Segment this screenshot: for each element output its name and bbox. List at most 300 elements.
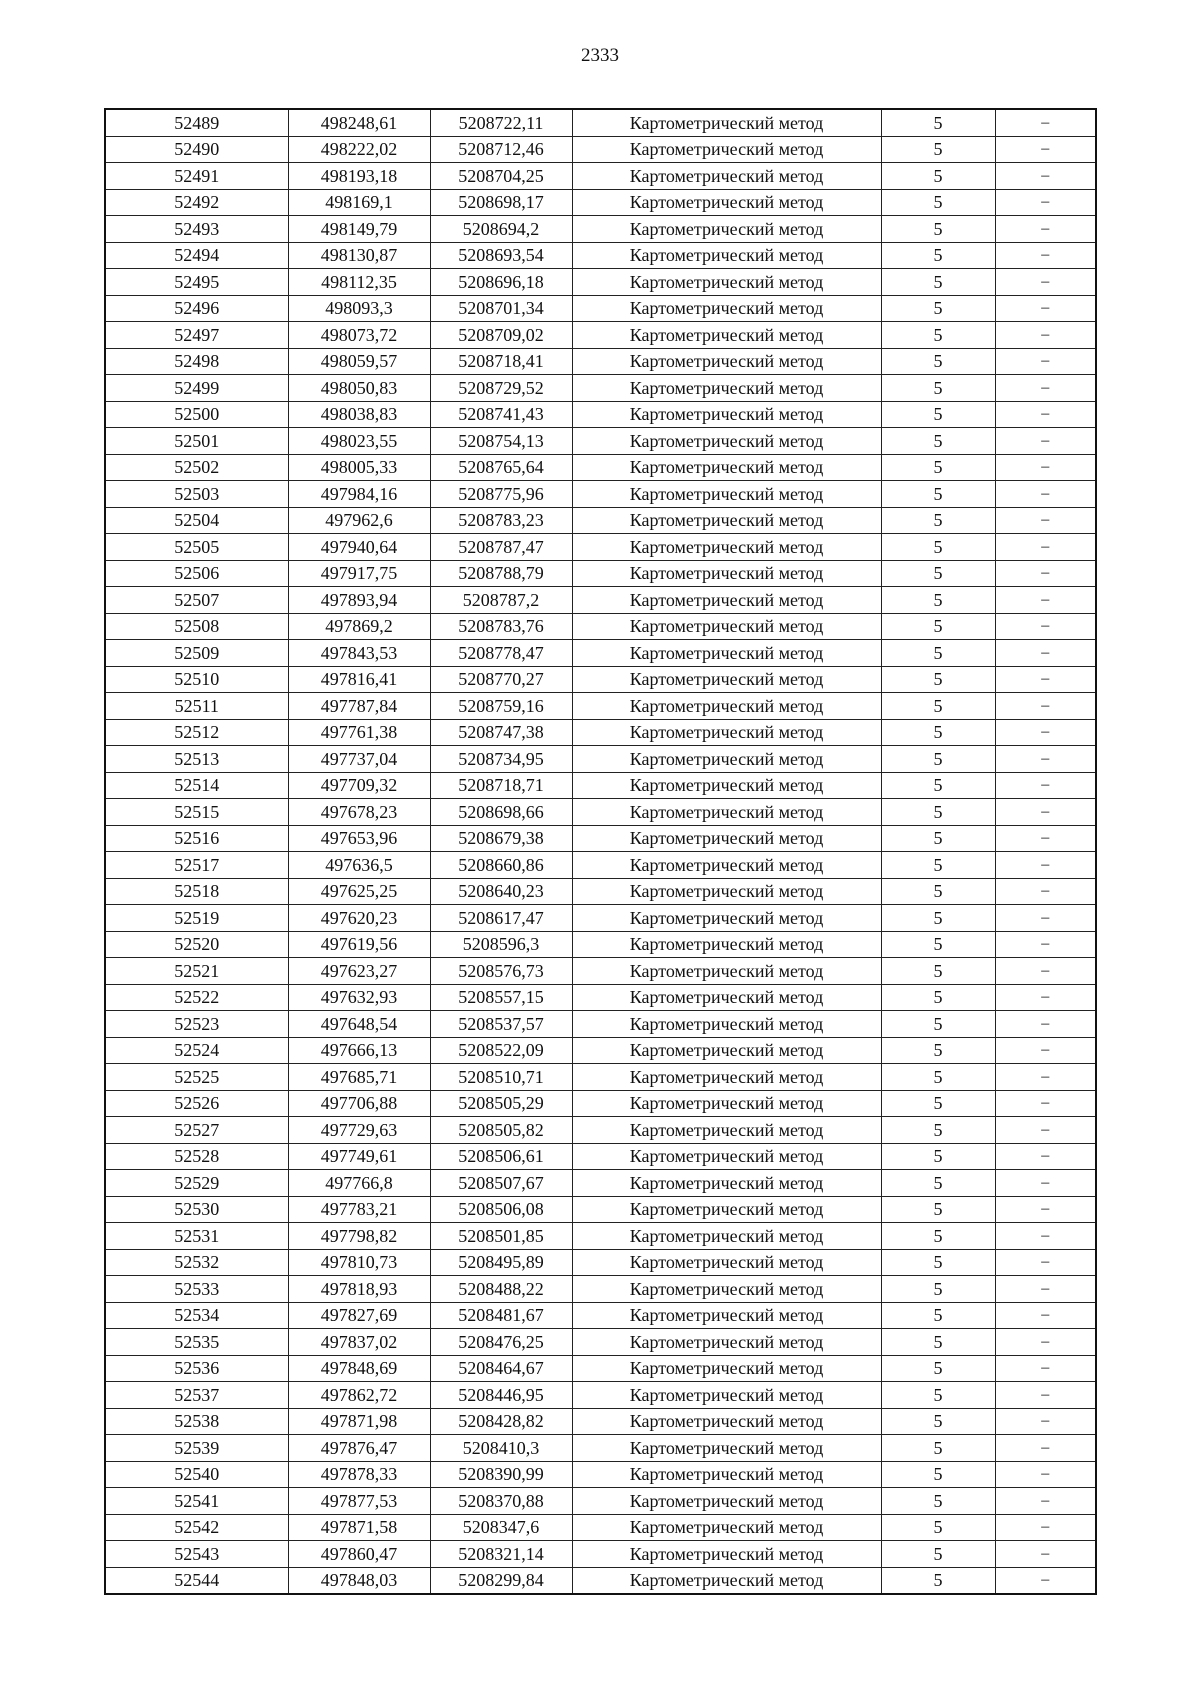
- table-row: [105, 693, 1096, 720]
- method-cell: Картометрический метод: [572, 931, 881, 958]
- method-cell: Картометрический метод: [572, 613, 881, 640]
- empty-mark-cell: –: [995, 905, 1096, 932]
- point-number-cell: 52506: [105, 560, 288, 587]
- empty-mark-cell: –: [995, 507, 1096, 534]
- x-coordinate-cell: 497625,25: [288, 878, 430, 905]
- x-coordinate-cell: 498112,35: [288, 269, 430, 296]
- empty-mark-cell: –: [995, 1488, 1096, 1515]
- precision-cell: 5: [881, 931, 995, 958]
- y-coordinate-cell: 5208428,82: [430, 1408, 572, 1435]
- x-coordinate-cell: 498093,3: [288, 295, 430, 322]
- x-coordinate-cell: 497685,71: [288, 1064, 430, 1091]
- x-coordinate-cell: 497818,93: [288, 1276, 430, 1303]
- precision-cell: 5: [881, 136, 995, 163]
- table-row: [105, 1196, 1096, 1223]
- table-row: [105, 984, 1096, 1011]
- point-number-cell: 52494: [105, 242, 288, 269]
- table-row: [105, 1382, 1096, 1409]
- point-number-cell: 52489: [105, 109, 288, 136]
- table-row: [105, 1064, 1096, 1091]
- x-coordinate-cell: 498005,33: [288, 454, 430, 481]
- x-coordinate-cell: 497860,47: [288, 1541, 430, 1568]
- precision-cell: 5: [881, 1117, 995, 1144]
- y-coordinate-cell: 5208476,25: [430, 1329, 572, 1356]
- precision-cell: 5: [881, 1064, 995, 1091]
- precision-cell: 5: [881, 163, 995, 190]
- x-coordinate-cell: 497737,04: [288, 746, 430, 773]
- table-row: [105, 852, 1096, 879]
- precision-cell: 5: [881, 1011, 995, 1038]
- point-number-cell: 52535: [105, 1329, 288, 1356]
- precision-cell: 5: [881, 507, 995, 534]
- table-row: [105, 1408, 1096, 1435]
- table-row: [105, 189, 1096, 216]
- table-row: [105, 401, 1096, 428]
- method-cell: Картометрический метод: [572, 348, 881, 375]
- table-row: [105, 322, 1096, 349]
- x-coordinate-cell: 497766,8: [288, 1170, 430, 1197]
- precision-cell: 5: [881, 666, 995, 693]
- empty-mark-cell: –: [995, 1064, 1096, 1091]
- precision-cell: 5: [881, 1541, 995, 1568]
- precision-cell: 5: [881, 454, 995, 481]
- empty-mark-cell: –: [995, 136, 1096, 163]
- point-number-cell: 52523: [105, 1011, 288, 1038]
- table-row: [105, 507, 1096, 534]
- precision-cell: 5: [881, 719, 995, 746]
- precision-cell: 5: [881, 746, 995, 773]
- x-coordinate-cell: 497632,93: [288, 984, 430, 1011]
- y-coordinate-cell: 5208783,76: [430, 613, 572, 640]
- table-row: [105, 428, 1096, 455]
- point-number-cell: 52504: [105, 507, 288, 534]
- empty-mark-cell: –: [995, 666, 1096, 693]
- table-row: [105, 587, 1096, 614]
- table-row: [105, 1143, 1096, 1170]
- precision-cell: 5: [881, 1170, 995, 1197]
- point-number-cell: 52493: [105, 216, 288, 243]
- point-number-cell: 52538: [105, 1408, 288, 1435]
- y-coordinate-cell: 5208718,71: [430, 772, 572, 799]
- empty-mark-cell: –: [995, 560, 1096, 587]
- table-row: [105, 878, 1096, 905]
- x-coordinate-cell: 497636,5: [288, 852, 430, 879]
- point-number-cell: 52500: [105, 401, 288, 428]
- method-cell: Картометрический метод: [572, 1196, 881, 1223]
- point-number-cell: 52508: [105, 613, 288, 640]
- y-coordinate-cell: 5208778,47: [430, 640, 572, 667]
- table-row: [105, 905, 1096, 932]
- x-coordinate-cell: 498193,18: [288, 163, 430, 190]
- method-cell: Картометрический метод: [572, 1170, 881, 1197]
- coordinates-table-body: [105, 109, 1096, 1594]
- point-number-cell: 52496: [105, 295, 288, 322]
- empty-mark-cell: –: [995, 534, 1096, 561]
- table-row: [105, 772, 1096, 799]
- empty-mark-cell: –: [995, 481, 1096, 508]
- y-coordinate-cell: 5208488,22: [430, 1276, 572, 1303]
- y-coordinate-cell: 5208783,23: [430, 507, 572, 534]
- x-coordinate-cell: 498059,57: [288, 348, 430, 375]
- y-coordinate-cell: 5208679,38: [430, 825, 572, 852]
- point-number-cell: 52522: [105, 984, 288, 1011]
- method-cell: Картометрический метод: [572, 666, 881, 693]
- x-coordinate-cell: 497837,02: [288, 1329, 430, 1356]
- table-row: [105, 1355, 1096, 1382]
- x-coordinate-cell: 497962,6: [288, 507, 430, 534]
- empty-mark-cell: –: [995, 958, 1096, 985]
- method-cell: Картометрический метод: [572, 852, 881, 879]
- x-coordinate-cell: 497666,13: [288, 1037, 430, 1064]
- table-row: [105, 1567, 1096, 1594]
- x-coordinate-cell: 497783,21: [288, 1196, 430, 1223]
- y-coordinate-cell: 5208709,02: [430, 322, 572, 349]
- method-cell: Картометрический метод: [572, 984, 881, 1011]
- method-cell: Картометрический метод: [572, 481, 881, 508]
- table-row: [105, 109, 1096, 136]
- table-row: [105, 1541, 1096, 1568]
- empty-mark-cell: –: [995, 189, 1096, 216]
- empty-mark-cell: –: [995, 825, 1096, 852]
- y-coordinate-cell: 5208507,67: [430, 1170, 572, 1197]
- method-cell: Картометрический метод: [572, 1037, 881, 1064]
- point-number-cell: 52513: [105, 746, 288, 773]
- y-coordinate-cell: 5208557,15: [430, 984, 572, 1011]
- y-coordinate-cell: 5208754,13: [430, 428, 572, 455]
- method-cell: Картометрический метод: [572, 1514, 881, 1541]
- x-coordinate-cell: 498248,61: [288, 109, 430, 136]
- y-coordinate-cell: 5208741,43: [430, 401, 572, 428]
- precision-cell: 5: [881, 295, 995, 322]
- point-number-cell: 52534: [105, 1302, 288, 1329]
- x-coordinate-cell: 497761,38: [288, 719, 430, 746]
- method-cell: Картометрический метод: [572, 507, 881, 534]
- method-cell: Картометрический метод: [572, 1090, 881, 1117]
- method-cell: Картометрический метод: [572, 878, 881, 905]
- y-coordinate-cell: 5208722,11: [430, 109, 572, 136]
- precision-cell: 5: [881, 1276, 995, 1303]
- table-row: [105, 613, 1096, 640]
- empty-mark-cell: –: [995, 746, 1096, 773]
- empty-mark-cell: –: [995, 1117, 1096, 1144]
- method-cell: Картометрический метод: [572, 958, 881, 985]
- method-cell: Картометрический метод: [572, 1249, 881, 1276]
- method-cell: Картометрический метод: [572, 1064, 881, 1091]
- x-coordinate-cell: 498222,02: [288, 136, 430, 163]
- method-cell: Картометрический метод: [572, 1302, 881, 1329]
- precision-cell: 5: [881, 905, 995, 932]
- method-cell: Картометрический метод: [572, 242, 881, 269]
- table-row: [105, 1488, 1096, 1515]
- precision-cell: 5: [881, 1249, 995, 1276]
- x-coordinate-cell: 497787,84: [288, 693, 430, 720]
- y-coordinate-cell: 5208506,08: [430, 1196, 572, 1223]
- empty-mark-cell: –: [995, 852, 1096, 879]
- x-coordinate-cell: 497871,98: [288, 1408, 430, 1435]
- table-row: [105, 958, 1096, 985]
- precision-cell: 5: [881, 640, 995, 667]
- table-row: [105, 454, 1096, 481]
- empty-mark-cell: –: [995, 348, 1096, 375]
- empty-mark-cell: –: [995, 1355, 1096, 1382]
- table-row: [105, 1090, 1096, 1117]
- y-coordinate-cell: 5208510,71: [430, 1064, 572, 1091]
- method-cell: Картометрический метод: [572, 1488, 881, 1515]
- x-coordinate-cell: 497706,88: [288, 1090, 430, 1117]
- method-cell: Картометрический метод: [572, 401, 881, 428]
- x-coordinate-cell: 497843,53: [288, 640, 430, 667]
- precision-cell: 5: [881, 216, 995, 243]
- table-row: [105, 216, 1096, 243]
- y-coordinate-cell: 5208787,47: [430, 534, 572, 561]
- y-coordinate-cell: 5208537,57: [430, 1011, 572, 1038]
- empty-mark-cell: –: [995, 1382, 1096, 1409]
- empty-mark-cell: –: [995, 1011, 1096, 1038]
- y-coordinate-cell: 5208693,54: [430, 242, 572, 269]
- y-coordinate-cell: 5208694,2: [430, 216, 572, 243]
- empty-mark-cell: –: [995, 1435, 1096, 1462]
- x-coordinate-cell: 497893,94: [288, 587, 430, 614]
- y-coordinate-cell: 5208729,52: [430, 375, 572, 402]
- x-coordinate-cell: 497871,58: [288, 1514, 430, 1541]
- precision-cell: 5: [881, 1355, 995, 1382]
- empty-mark-cell: –: [995, 322, 1096, 349]
- empty-mark-cell: –: [995, 454, 1096, 481]
- point-number-cell: 52520: [105, 931, 288, 958]
- point-number-cell: 52499: [105, 375, 288, 402]
- x-coordinate-cell: 497878,33: [288, 1461, 430, 1488]
- method-cell: Картометрический метод: [572, 1223, 881, 1250]
- empty-mark-cell: –: [995, 428, 1096, 455]
- empty-mark-cell: –: [995, 772, 1096, 799]
- table-row: [105, 348, 1096, 375]
- method-cell: Картометрический метод: [572, 1541, 881, 1568]
- precision-cell: 5: [881, 852, 995, 879]
- table-row: [105, 1329, 1096, 1356]
- empty-mark-cell: –: [995, 640, 1096, 667]
- empty-mark-cell: –: [995, 1329, 1096, 1356]
- precision-cell: 5: [881, 1461, 995, 1488]
- table-row: [105, 1461, 1096, 1488]
- point-number-cell: 52536: [105, 1355, 288, 1382]
- precision-cell: 5: [881, 1090, 995, 1117]
- empty-mark-cell: –: [995, 984, 1096, 1011]
- precision-cell: 5: [881, 825, 995, 852]
- point-number-cell: 52521: [105, 958, 288, 985]
- y-coordinate-cell: 5208596,3: [430, 931, 572, 958]
- empty-mark-cell: –: [995, 1541, 1096, 1568]
- x-coordinate-cell: 497620,23: [288, 905, 430, 932]
- empty-mark-cell: –: [995, 1408, 1096, 1435]
- table-row: [105, 931, 1096, 958]
- coordinates-table: [104, 108, 1097, 1595]
- y-coordinate-cell: 5208501,85: [430, 1223, 572, 1250]
- table-row: [105, 1117, 1096, 1144]
- y-coordinate-cell: 5208701,34: [430, 295, 572, 322]
- precision-cell: 5: [881, 428, 995, 455]
- method-cell: Картометрический метод: [572, 1011, 881, 1038]
- point-number-cell: 52532: [105, 1249, 288, 1276]
- empty-mark-cell: –: [995, 269, 1096, 296]
- precision-cell: 5: [881, 1196, 995, 1223]
- point-number-cell: 52544: [105, 1567, 288, 1594]
- empty-mark-cell: –: [995, 878, 1096, 905]
- y-coordinate-cell: 5208464,67: [430, 1355, 572, 1382]
- empty-mark-cell: –: [995, 1143, 1096, 1170]
- point-number-cell: 52529: [105, 1170, 288, 1197]
- table-row: [105, 746, 1096, 773]
- point-number-cell: 52512: [105, 719, 288, 746]
- table-row: [105, 640, 1096, 667]
- x-coordinate-cell: 497648,54: [288, 1011, 430, 1038]
- table-row: [105, 269, 1096, 296]
- empty-mark-cell: –: [995, 931, 1096, 958]
- precision-cell: 5: [881, 534, 995, 561]
- point-number-cell: 52527: [105, 1117, 288, 1144]
- point-number-cell: 52515: [105, 799, 288, 826]
- table-row: [105, 1011, 1096, 1038]
- y-coordinate-cell: 5208495,89: [430, 1249, 572, 1276]
- point-number-cell: 52509: [105, 640, 288, 667]
- x-coordinate-cell: 497848,03: [288, 1567, 430, 1594]
- point-number-cell: 52511: [105, 693, 288, 720]
- method-cell: Картометрический метод: [572, 825, 881, 852]
- x-coordinate-cell: 497623,27: [288, 958, 430, 985]
- point-number-cell: 52505: [105, 534, 288, 561]
- point-number-cell: 52495: [105, 269, 288, 296]
- method-cell: Картометрический метод: [572, 136, 881, 163]
- x-coordinate-cell: 497876,47: [288, 1435, 430, 1462]
- point-number-cell: 52539: [105, 1435, 288, 1462]
- table-row: [105, 1249, 1096, 1276]
- empty-mark-cell: –: [995, 163, 1096, 190]
- precision-cell: 5: [881, 1143, 995, 1170]
- precision-cell: 5: [881, 481, 995, 508]
- y-coordinate-cell: 5208787,2: [430, 587, 572, 614]
- method-cell: Картометрический метод: [572, 905, 881, 932]
- y-coordinate-cell: 5208446,95: [430, 1382, 572, 1409]
- x-coordinate-cell: 498050,83: [288, 375, 430, 402]
- method-cell: Картометрический метод: [572, 1567, 881, 1594]
- y-coordinate-cell: 5208765,64: [430, 454, 572, 481]
- y-coordinate-cell: 5208718,41: [430, 348, 572, 375]
- empty-mark-cell: –: [995, 1223, 1096, 1250]
- empty-mark-cell: –: [995, 401, 1096, 428]
- x-coordinate-cell: 497848,69: [288, 1355, 430, 1382]
- table-row: [105, 534, 1096, 561]
- y-coordinate-cell: 5208299,84: [430, 1567, 572, 1594]
- precision-cell: 5: [881, 1037, 995, 1064]
- x-coordinate-cell: 497869,2: [288, 613, 430, 640]
- precision-cell: 5: [881, 1382, 995, 1409]
- x-coordinate-cell: 497940,64: [288, 534, 430, 561]
- x-coordinate-cell: 497816,41: [288, 666, 430, 693]
- empty-mark-cell: –: [995, 1567, 1096, 1594]
- y-coordinate-cell: 5208770,27: [430, 666, 572, 693]
- precision-cell: 5: [881, 560, 995, 587]
- method-cell: Картометрический метод: [572, 322, 881, 349]
- point-number-cell: 52503: [105, 481, 288, 508]
- point-number-cell: 52541: [105, 1488, 288, 1515]
- point-number-cell: 52524: [105, 1037, 288, 1064]
- x-coordinate-cell: 497619,56: [288, 931, 430, 958]
- precision-cell: 5: [881, 613, 995, 640]
- page-number: 2333: [581, 45, 619, 66]
- precision-cell: 5: [881, 348, 995, 375]
- precision-cell: 5: [881, 878, 995, 905]
- empty-mark-cell: –: [995, 242, 1096, 269]
- table-row: [105, 295, 1096, 322]
- method-cell: Картометрический метод: [572, 269, 881, 296]
- table-row: [105, 1223, 1096, 1250]
- precision-cell: 5: [881, 109, 995, 136]
- x-coordinate-cell: 497798,82: [288, 1223, 430, 1250]
- point-number-cell: 52514: [105, 772, 288, 799]
- x-coordinate-cell: 497749,61: [288, 1143, 430, 1170]
- point-number-cell: 52490: [105, 136, 288, 163]
- method-cell: Картометрический метод: [572, 1355, 881, 1382]
- table-row: [105, 825, 1096, 852]
- y-coordinate-cell: 5208617,47: [430, 905, 572, 932]
- method-cell: Картометрический метод: [572, 1143, 881, 1170]
- y-coordinate-cell: 5208696,18: [430, 269, 572, 296]
- point-number-cell: 52543: [105, 1541, 288, 1568]
- point-number-cell: 52492: [105, 189, 288, 216]
- empty-mark-cell: –: [995, 1090, 1096, 1117]
- y-coordinate-cell: 5208712,46: [430, 136, 572, 163]
- x-coordinate-cell: 498130,87: [288, 242, 430, 269]
- y-coordinate-cell: 5208759,16: [430, 693, 572, 720]
- method-cell: Картометрический метод: [572, 163, 881, 190]
- y-coordinate-cell: 5208522,09: [430, 1037, 572, 1064]
- x-coordinate-cell: 498023,55: [288, 428, 430, 455]
- point-number-cell: 52526: [105, 1090, 288, 1117]
- method-cell: Картометрический метод: [572, 746, 881, 773]
- method-cell: Картометрический метод: [572, 693, 881, 720]
- empty-mark-cell: –: [995, 1302, 1096, 1329]
- point-number-cell: 52507: [105, 587, 288, 614]
- table-row: [105, 799, 1096, 826]
- table-row: [105, 1435, 1096, 1462]
- table-row: [105, 1170, 1096, 1197]
- x-coordinate-cell: 497709,32: [288, 772, 430, 799]
- precision-cell: 5: [881, 587, 995, 614]
- table-row: [105, 136, 1096, 163]
- y-coordinate-cell: 5208660,86: [430, 852, 572, 879]
- precision-cell: 5: [881, 772, 995, 799]
- x-coordinate-cell: 497810,73: [288, 1249, 430, 1276]
- method-cell: Картометрический метод: [572, 428, 881, 455]
- precision-cell: 5: [881, 1567, 995, 1594]
- precision-cell: 5: [881, 799, 995, 826]
- precision-cell: 5: [881, 189, 995, 216]
- method-cell: Картометрический метод: [572, 1461, 881, 1488]
- y-coordinate-cell: 5208321,14: [430, 1541, 572, 1568]
- table-row: [105, 560, 1096, 587]
- y-coordinate-cell: 5208704,25: [430, 163, 572, 190]
- point-number-cell: 52498: [105, 348, 288, 375]
- point-number-cell: 52531: [105, 1223, 288, 1250]
- empty-mark-cell: –: [995, 375, 1096, 402]
- precision-cell: 5: [881, 1435, 995, 1462]
- point-number-cell: 52491: [105, 163, 288, 190]
- empty-mark-cell: –: [995, 693, 1096, 720]
- table-row: [105, 242, 1096, 269]
- y-coordinate-cell: 5208347,6: [430, 1514, 572, 1541]
- precision-cell: 5: [881, 1488, 995, 1515]
- method-cell: Картометрический метод: [572, 1276, 881, 1303]
- point-number-cell: 52510: [105, 666, 288, 693]
